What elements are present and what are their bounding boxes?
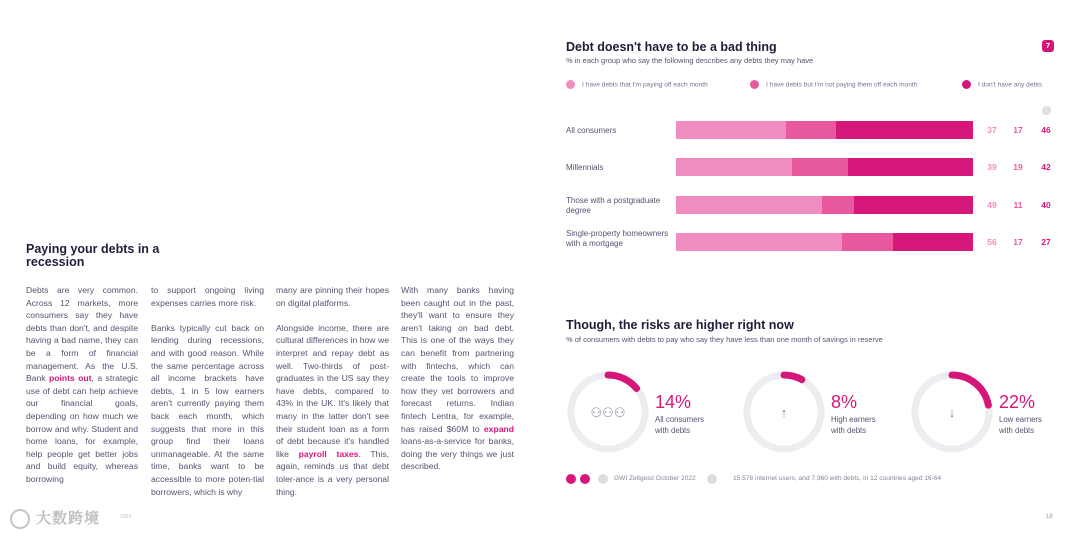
- bar-row-label: Single-property homeowners with a mortgage: [566, 229, 669, 248]
- bar-segment: [822, 196, 855, 214]
- bar-value-label: 11: [1013, 200, 1023, 210]
- donut-label: [999, 415, 1079, 436]
- donut-percent: 14%: [655, 392, 692, 412]
- bar-value-label: 42: [1041, 162, 1051, 172]
- bar-value-label: 27: [1041, 237, 1051, 247]
- donut-label-line: Low earners: [999, 415, 1042, 424]
- bar-segment: [836, 121, 973, 139]
- bar-row-label: Those with a postgraduate degree: [566, 196, 661, 215]
- legend-label: I don't have any debts: [978, 81, 1043, 89]
- page-badge: 7: [1042, 40, 1054, 52]
- info-icon[interactable]: i: [1042, 106, 1051, 115]
- legend-item-not-paying: [750, 80, 917, 90]
- watermark-logo-icon: [10, 509, 30, 529]
- watermark: [10, 507, 100, 529]
- donut-label: [655, 415, 735, 436]
- bar-segment: [676, 158, 792, 176]
- base-text: 15,578 internet users, and 7,960 with debts, in 12 countries aged 16-64: [733, 475, 942, 482]
- body-paragraph: to support ongoing living expenses carries more risk.: [151, 285, 264, 308]
- bar-value-label: 46: [1041, 125, 1051, 135]
- points-out-link[interactable]: points out: [49, 373, 92, 384]
- savings-donut: [742, 370, 826, 454]
- bar-segment: [893, 233, 973, 251]
- body-text: Alongside income, there are cultural differences in how we interpret and repay debt as well. Two-thirds of post-graduates in the US say they have debts, compared to 43% in the UK. It's likely that many in the latter don't see their student loan as a form of debt because it's handled like: [276, 322, 389, 459]
- donut-percent: 8%: [831, 392, 858, 412]
- bar-row-label: Millennials: [566, 163, 604, 172]
- body-text: . This, again, reminds us that debt toler-ance is a very personal thing.: [276, 448, 389, 497]
- bar-row: [676, 233, 973, 251]
- bar-value-label: 39: [987, 162, 997, 172]
- legend-swatch: [750, 80, 759, 89]
- brand-badge-icon: [580, 474, 590, 484]
- body-column-3: [276, 284, 389, 511]
- people-icon: [707, 474, 717, 484]
- bar-value-label: 19: [1013, 162, 1023, 172]
- chart2-title: Though, the risks are higher right now: [566, 318, 794, 332]
- savings-donut: [910, 370, 994, 454]
- chart1-title: Debt doesn't have to be a bad thing: [566, 40, 777, 54]
- bar-value-label: 40: [1041, 200, 1051, 210]
- chart2-subtitle: % of consumers with debts to pay who say they have less than one month of savings in reserve: [566, 335, 883, 344]
- body-paragraph: Banks typically cut back on lending during recessions, and with good reason. While the same percentage across all income brackets have debts, 1 in 5 low earners aren't currently paying them back each month, which suggests that more in this group find their loans unmanageable. At the same time, banks want to be accessible to more poten-tial borrowers, which is why: [151, 322, 264, 497]
- legend-label: I have debts but I'm not paying them off each month: [766, 81, 918, 89]
- bar-segment: [848, 158, 973, 176]
- section-heading: Paying your debts in a recession: [26, 242, 160, 269]
- bar-row: [676, 121, 973, 139]
- legend-label: I have debts that I'm paying off each month: [582, 81, 708, 89]
- body-column-1: [26, 284, 138, 498]
- money-down-icon: ↓: [948, 405, 956, 420]
- bar-segment: [854, 196, 973, 214]
- donut-label-line: with debts: [655, 425, 691, 435]
- brand-badge-icon: [566, 474, 576, 484]
- bar-row: [676, 158, 973, 176]
- legend-item-paying: [566, 80, 708, 90]
- payroll-taxes-link[interactable]: payroll taxes: [298, 448, 359, 459]
- chart1-subtitle: % in each group who say the following describes any debts they may have: [566, 56, 814, 65]
- bar-segment: [676, 196, 822, 214]
- body-column-2: [151, 284, 264, 511]
- donut-label-line: with debts: [831, 425, 867, 435]
- donut-label: [831, 415, 911, 436]
- bar-segment: [676, 121, 786, 139]
- bar-value-label: 49: [987, 200, 997, 210]
- bar-segment: [792, 158, 848, 176]
- source-text: GWI Zeitgeist October 2022: [614, 475, 696, 482]
- legend-swatch: [962, 80, 971, 89]
- legend-item-no-debts: [962, 80, 1042, 90]
- body-text: With many banks having been caught out in the past, they'll want to ensure they aren't taking on bad debt. This is one of the ways they can benefit from partnering with fintechs, which can create the tools to improve how they vet borrowers and forecast returns. Indian fintech Lentra, for example, has raised $60M to: [401, 285, 514, 434]
- page-number: 18: [1046, 514, 1053, 520]
- legend-swatch: [566, 80, 575, 89]
- footer-small-text: 2023: [120, 514, 132, 520]
- expand-link[interactable]: expand: [483, 423, 514, 434]
- bar-row: [676, 196, 973, 214]
- globe-icon: [598, 474, 608, 484]
- bar-value-label: 37: [987, 125, 997, 135]
- bar-value-label: 17: [1013, 237, 1023, 247]
- bar-segment: [842, 233, 892, 251]
- bar-value-label: 56: [987, 237, 997, 247]
- donut-label-line: All consumers: [655, 415, 704, 424]
- body-text: Debts are very common. Across 12 markets, more consumers say they have debts than don't, and despite having a bad name, they can be a form of financial management. As the U.S. Bank: [26, 285, 138, 384]
- donut-percent: 22%: [999, 392, 1036, 412]
- body-text: , a strategic use of debt can help achieve our financial goals, depending on how much we borrow and why. Student and home loans, for example, help people get better jobs and build equity, whereas borrowing: [26, 373, 138, 484]
- donut-label-line: High earners: [831, 415, 876, 424]
- body-column-4: [401, 284, 514, 486]
- donut-label-line: with debts: [999, 425, 1035, 435]
- body-paragraph: many are pinning their hopes on digital platforms.: [276, 285, 389, 308]
- bar-row-label: All consumers: [566, 126, 617, 135]
- money-up-icon: ↑: [780, 405, 788, 420]
- bar-value-label: 17: [1013, 125, 1023, 135]
- savings-donut: [566, 370, 650, 454]
- bar-segment: [786, 121, 836, 139]
- people-group-icon: ⚇⚇⚇: [590, 405, 626, 420]
- bar-segment: [676, 233, 842, 251]
- body-text: loans-as-a-service for banks, doing the very things we just described.: [401, 436, 514, 472]
- watermark-text: 大数跨境: [36, 510, 101, 527]
